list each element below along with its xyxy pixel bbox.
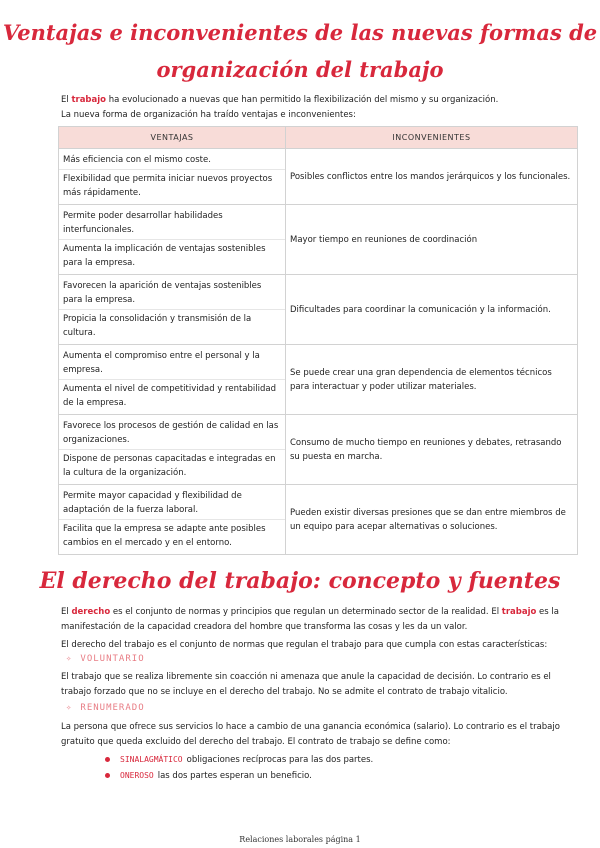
highlight-derecho: derecho bbox=[71, 607, 111, 617]
page-footer: Relaciones laborales página 1 bbox=[239, 835, 361, 844]
ventajas-cell bbox=[59, 415, 286, 485]
table-row bbox=[59, 205, 578, 275]
table-row bbox=[59, 415, 578, 485]
ventajas-cell bbox=[59, 345, 286, 415]
inconveniente-cell: Posibles conflictos entre los mandos jerárquicos y los funcionales. bbox=[286, 149, 578, 205]
inconveniente-cell: Consumo de mucho tiempo en reuniones y debates, retrasando su puesta en marcha. bbox=[286, 415, 578, 485]
title-line-2: organización del trabajo bbox=[156, 57, 444, 82]
paragraph-text: es el conjunto de normas y principios que regulan un determinado sector de la realidad. El bbox=[110, 607, 502, 617]
ventaja-item: Favorece los procesos de gestión de calidad en las organizaciones. bbox=[59, 417, 285, 450]
inconveniente-cell: Pueden existir diversas presiones que se dan entre miembros de un equipo para acepar alternativas o soluciones. bbox=[286, 485, 578, 555]
bullet-icon bbox=[105, 773, 110, 778]
comparison-table bbox=[58, 126, 578, 555]
bullet-text: las dos partes esperan un beneficio. bbox=[157, 771, 312, 781]
ventaja-item: Dispone de personas capacitadas e integradas en la cultura de la organización. bbox=[63, 454, 276, 478]
diamond-icon: ✧ bbox=[66, 703, 73, 713]
ventaja-item: Aumenta la implicación de ventajas sostenibles para la empresa. bbox=[63, 244, 266, 268]
inconveniente-cell: Se puede crear una gran dependencia de elementos técnicos para interactuar y poder utilizar materiales. bbox=[286, 345, 578, 415]
table-row bbox=[59, 485, 578, 555]
subheading-label: VOLUNTARIO bbox=[80, 654, 145, 664]
list-item bbox=[105, 753, 373, 767]
table-header-row bbox=[59, 127, 578, 149]
bullet-term: SINALAGMÁTICO bbox=[120, 755, 183, 764]
ventaja-item: Aumenta el nivel de competitividad y rentabilidad de la empresa. bbox=[63, 384, 276, 408]
subheading-renumerado bbox=[66, 703, 145, 713]
list-item bbox=[105, 769, 312, 783]
ventaja-item: Permite poder desarrollar habilidades interfuncionales. bbox=[59, 207, 285, 240]
paragraph-definicion bbox=[61, 605, 581, 635]
table-row bbox=[59, 149, 578, 205]
diamond-icon: ✧ bbox=[66, 654, 73, 664]
intro-line-2: La nueva forma de organización ha traído ventajas e inconvenientes: bbox=[61, 110, 356, 120]
table-row bbox=[59, 275, 578, 345]
ventaja-item: Más eficiencia con el mismo coste. bbox=[59, 151, 285, 170]
header-ventajas: VENTAJAS bbox=[59, 127, 286, 149]
ventajas-cell bbox=[59, 485, 286, 555]
bullet-icon bbox=[105, 757, 110, 762]
paragraph-text: es la manifestación de la capacidad creadora del hombre que transforma las cosas y les da un valor. bbox=[61, 607, 559, 632]
ventajas-cell bbox=[59, 205, 286, 275]
paragraph-voluntario: El trabajo que se realiza libremente sin coacción ni amenaza que anule la capacidad de decisión. Lo contrario es el trabajo forzado que no se incluye en el derecho del trabajo. No se admite el contrato de trabajo vitalicio. bbox=[61, 672, 551, 697]
ventajas-cell bbox=[59, 149, 286, 205]
section-title: El derecho del trabajo: concepto y fuentes bbox=[39, 568, 561, 594]
subheading-label: RENUMERADO bbox=[80, 703, 145, 713]
highlight-trabajo: trabajo bbox=[501, 607, 537, 617]
ventaja-item: Propicia la consolidación y transmisión de la cultura. bbox=[63, 314, 252, 338]
ventaja-item: Facilita que la empresa se adapte ante posibles cambios en el mercado y en el entorno. bbox=[63, 524, 266, 548]
intro-text: ha evolucionado a nuevas que han permitido la flexibilización del mismo y su organización. bbox=[106, 95, 499, 105]
ventaja-item: Aumenta el compromiso entre el personal y la empresa. bbox=[59, 347, 285, 380]
ventaja-item: Flexibilidad que permita iniciar nuevos proyectos más rápidamente. bbox=[63, 174, 273, 198]
bullet-text: obligaciones recíprocas para las dos partes. bbox=[186, 755, 374, 765]
subheading-voluntario bbox=[66, 654, 145, 664]
intro-text: El bbox=[61, 95, 72, 105]
ventaja-item: Favorecen la aparición de ventajas sostenibles para la empresa. bbox=[59, 277, 285, 310]
paragraph-caracteristicas: El derecho del trabajo es el conjunto de normas que regulan el trabajo para que cumpla con estas características: bbox=[61, 640, 548, 650]
highlight-trabajo: trabajo bbox=[71, 95, 107, 105]
header-inconvenientes: INCONVENIENTES bbox=[286, 127, 578, 149]
paragraph-text: El bbox=[61, 607, 72, 617]
ventajas-cell bbox=[59, 275, 286, 345]
bullet-term: ONEROSO bbox=[120, 771, 154, 780]
title-line-1: Ventajas e inconvenientes de las nuevas formas de bbox=[2, 20, 598, 45]
paragraph-renumerado: La persona que ofrece sus servicios lo hace a cambio de una ganancia económica (salario). Lo contrario es el trabajo gratuito que queda excluido del derecho del trabajo. El contrato de trabajo se define como: bbox=[61, 722, 560, 747]
intro-line-1 bbox=[61, 93, 498, 107]
inconveniente-cell: Mayor tiempo en reuniones de coordinación bbox=[286, 205, 578, 275]
inconveniente-cell: Dificultades para coordinar la comunicación y la información. bbox=[286, 275, 578, 345]
ventaja-item: Permite mayor capacidad y flexibilidad de adaptación de la fuerza laboral. bbox=[59, 487, 285, 520]
table-row bbox=[59, 345, 578, 415]
